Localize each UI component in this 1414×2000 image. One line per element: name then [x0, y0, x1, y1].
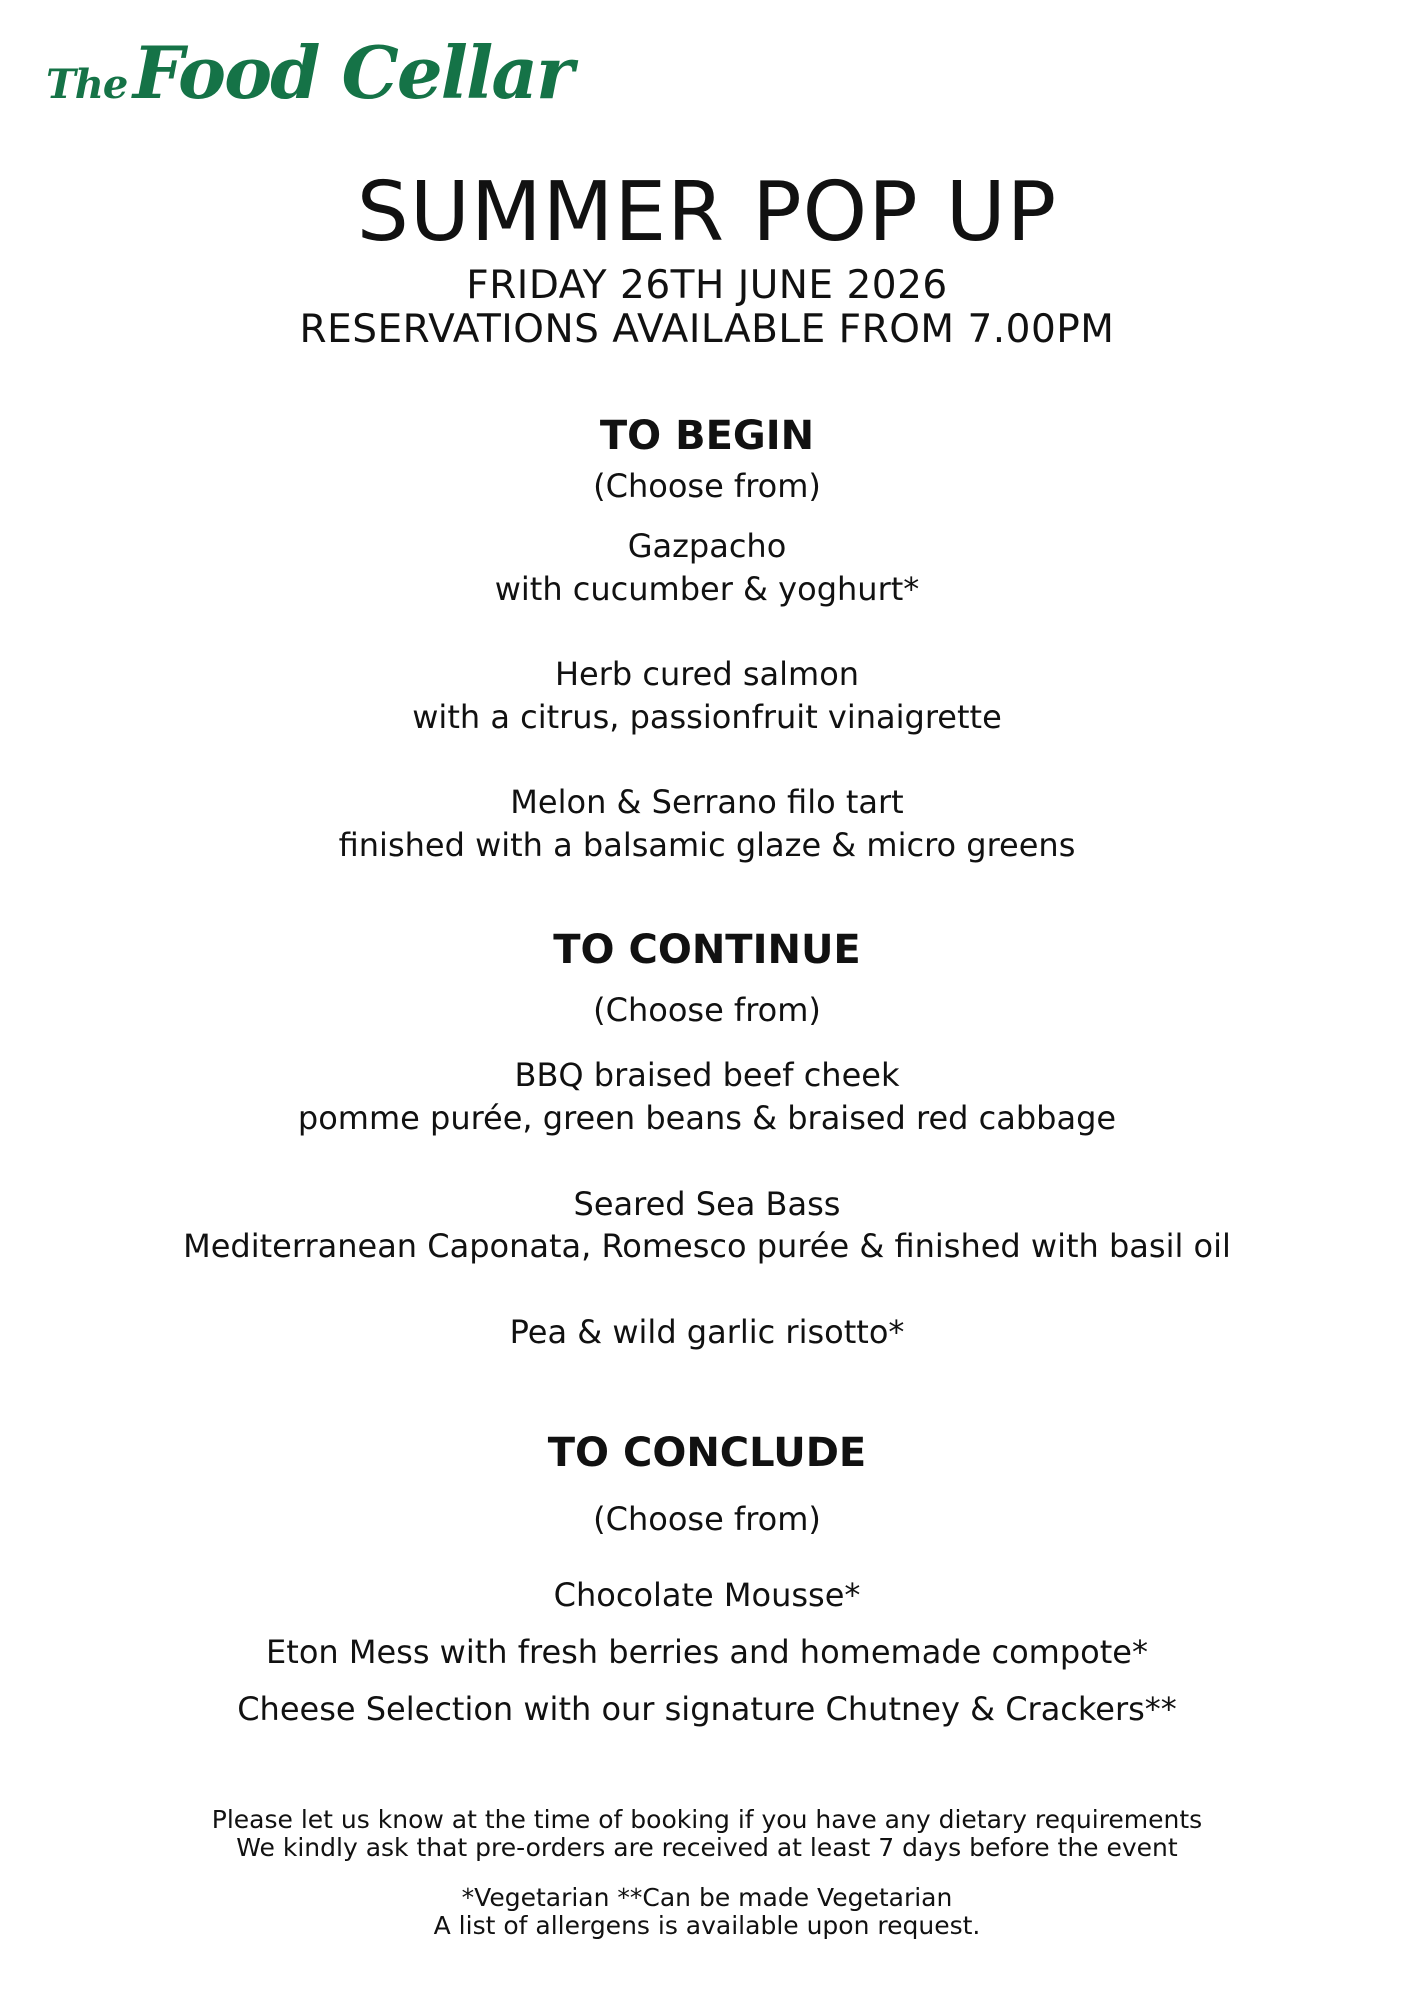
menu-item-description: with cucumber & yoghurt*: [494, 570, 920, 608]
menu-item-name: Gazpacho: [627, 527, 787, 565]
logo-the-text: The: [46, 61, 128, 108]
choose-from-label: (Choose from): [593, 991, 821, 1029]
choose-from-label: (Choose from): [593, 1500, 821, 1538]
section-heading-begin: TO BEGIN: [599, 413, 815, 459]
choose-from-label: (Choose from): [593, 467, 821, 505]
section-heading-continue: TO CONTINUE: [553, 927, 861, 973]
menu-item-name: Herb cured salmon: [554, 655, 860, 693]
menu-item-name: Seared Sea Bass: [573, 1185, 841, 1223]
menu-item-name: Cheese Selection with our signature Chutney & Crackers**: [237, 1690, 1177, 1728]
event-date: FRIDAY 26TH JUNE 2026: [466, 263, 948, 308]
section-heading-conclude: TO CONCLUDE: [547, 1430, 867, 1476]
menu-item-name: Pea & wild garlic risotto*: [509, 1313, 905, 1351]
menu-item-name: Chocolate Mousse*: [553, 1576, 861, 1614]
allergens-note: A list of allergens is available upon request.: [433, 1911, 981, 1940]
dietary-note: Please let us know at the time of booking if you have any dietary requirements: [211, 1805, 1203, 1834]
menu-item-description: with a citrus, passionfruit vinaigrette: [412, 698, 1002, 736]
menu-item-name: Melon & Serrano filo tart: [510, 783, 904, 821]
logo-name-text: Food Cellar: [132, 30, 572, 115]
menu-item-description: Mediterranean Caponata, Romesco purée & finished with basil oil: [183, 1227, 1231, 1265]
preorder-note: We kindly ask that pre-orders are received at least 7 days before the event: [236, 1833, 1178, 1862]
food-cellar-logo: [46, 30, 572, 115]
vegetarian-key: *Vegetarian **Can be made Vegetarian: [461, 1883, 953, 1912]
menu-item-name: BBQ braised beef cheek: [514, 1056, 900, 1094]
menu-item-description: pomme purée, green beans & braised red cabbage: [297, 1099, 1117, 1137]
page-title: SUMMER POP UP: [356, 165, 1058, 260]
reservations-time: RESERVATIONS AVAILABLE FROM 7.00PM: [299, 307, 1115, 352]
menu-item-name: Eton Mess with fresh berries and homemade compote*: [266, 1633, 1148, 1671]
menu-item-description: finished with a balsamic glaze & micro greens: [338, 826, 1076, 864]
